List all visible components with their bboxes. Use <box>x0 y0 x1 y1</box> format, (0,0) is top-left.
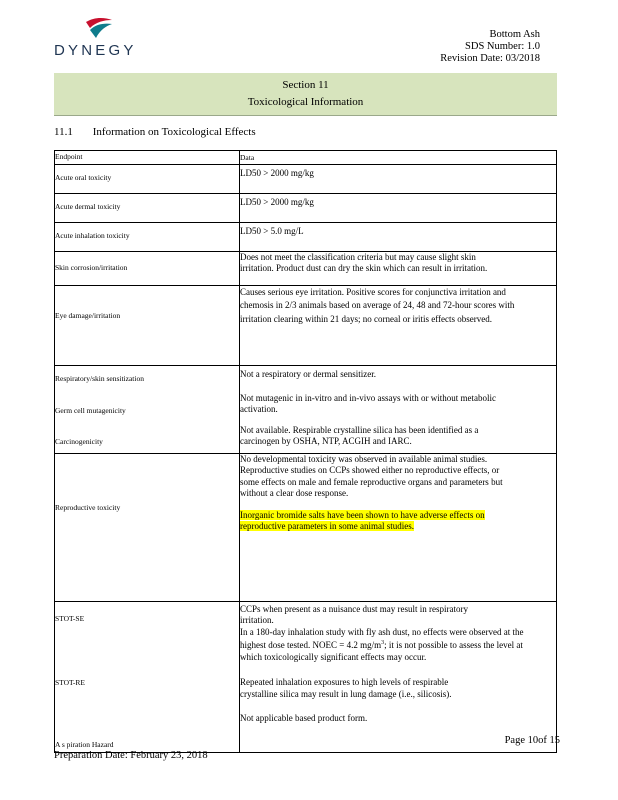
table-row <box>55 164 557 193</box>
column-header-endpoint: Endpoint <box>55 151 240 165</box>
subsection-title: Information on Toxicological Effects <box>92 126 256 138</box>
table-row <box>55 453 557 601</box>
highlighted-text <box>240 510 556 533</box>
data-text-stot-re <box>240 627 536 664</box>
data-group-cell <box>240 365 557 453</box>
preparation-date: Preparation Date: February 23, 2018 <box>54 750 208 761</box>
table-row <box>55 193 557 222</box>
section-subtitle: Toxicological Information <box>247 96 364 108</box>
table-row <box>55 285 557 365</box>
data-text: Not a respiratory or dermal sensitizer. <box>240 368 376 379</box>
data-cell: LD50 > 2000 mg/kg <box>240 193 557 222</box>
data-text: Not available. Respirable crystalline silica has been identified as a carcinogen by OSHA, NTP, ACGIH and IARC. <box>240 424 479 446</box>
document-header-info <box>440 29 540 65</box>
revision-date: Revision Date: 03/2018 <box>440 53 540 64</box>
data-text: CCPs when present as a nuisance dust may result in respiratory irritation. <box>240 603 468 625</box>
subsection-number: 11.1 <box>54 126 73 138</box>
data-text: Not mutagenic in in-vitro and in-vivo assays with or without metabolic activation. <box>240 392 496 414</box>
endpoint-label: STOT-RE <box>55 677 86 687</box>
data-text: Repeated inhalation exposures to high levels of respirable crystalline silica may result in lung damage (i.e., silicosis). <box>240 677 452 699</box>
data-text: No developmental toxicity was observed in available animal studies. Reproductive studies on CCPs showed either no reproductive effects, or some effects on male and female reproductive organs and parameters but without a clear dose response. <box>240 453 503 498</box>
endpoint-group-cell <box>55 365 240 453</box>
company-logo <box>52 14 152 64</box>
endpoint-label: Respiratory/skin sensitization <box>55 373 144 383</box>
product-name: Bottom Ash <box>489 29 540 40</box>
sds-number: SDS Number: 1.0 <box>465 41 540 52</box>
endpoint-label: STOT-SE <box>55 613 85 623</box>
data-text: ; it is not possible to assess the level at which toxicologically significant effects may occur. <box>240 640 523 662</box>
data-cell <box>240 453 557 601</box>
endpoint-cell: Reproductive toxicity <box>55 453 240 601</box>
column-header-data: Data <box>240 151 557 165</box>
table-row <box>55 222 557 251</box>
data-group-cell <box>240 601 557 752</box>
endpoint-cell: Skin corrosion/irritation <box>55 251 240 285</box>
endpoint-label: Germ cell mutagenicity <box>55 405 126 415</box>
data-cell: LD50 > 2000 mg/kg <box>240 164 557 193</box>
table-row <box>55 251 557 285</box>
table-header-row <box>55 151 557 165</box>
endpoint-cell: Acute dermal toxicity <box>55 193 240 222</box>
company-name: DYNEGY <box>54 42 137 59</box>
section-title: Section 11 <box>282 79 329 91</box>
toxicology-table <box>54 150 557 753</box>
endpoint-label: A s piration Hazard <box>55 739 114 749</box>
table-row-group <box>55 601 557 752</box>
page-number: Page 10of 15 <box>504 735 560 746</box>
subsection-heading <box>54 126 256 138</box>
endpoint-label: Carcinogenicity <box>55 436 103 446</box>
endpoint-cell: Acute oral toxicity <box>55 164 240 193</box>
section-banner <box>54 73 557 116</box>
dynegy-logo-icon <box>84 16 114 40</box>
highlight-span: Inorganic bromide salts have been shown to have adverse effects on reproductive parameters in some animal studies. <box>240 509 485 531</box>
table-row-group <box>55 365 557 453</box>
endpoint-group-cell <box>55 601 240 752</box>
data-cell: Does not meet the classification criteria but may cause slight skin irritation. Product dust can dry the skin which can result in irritation. <box>240 251 557 285</box>
endpoint-cell: Eye damage/irritation <box>55 285 240 365</box>
endpoint-cell: Acute inhalation toxicity <box>55 222 240 251</box>
data-cell: Causes serious eye irritation. Positive scores for conjunctiva irritation and chemosis in 2/3 animals based on average of 24, 48 and 72-hour scores with irritation clearing within 21 days; no corneal or iritis effects observed. <box>240 285 557 365</box>
data-text: In a 180-day inhalation study with fly ash dust, no effects were observed at the highest dose tested. NOEC = 4.2 mg/m <box>240 626 524 650</box>
data-cell: LD50 > 5.0 mg/L <box>240 222 557 251</box>
superscript: 3 <box>381 640 385 646</box>
data-text: Not applicable based product form. <box>240 713 368 723</box>
